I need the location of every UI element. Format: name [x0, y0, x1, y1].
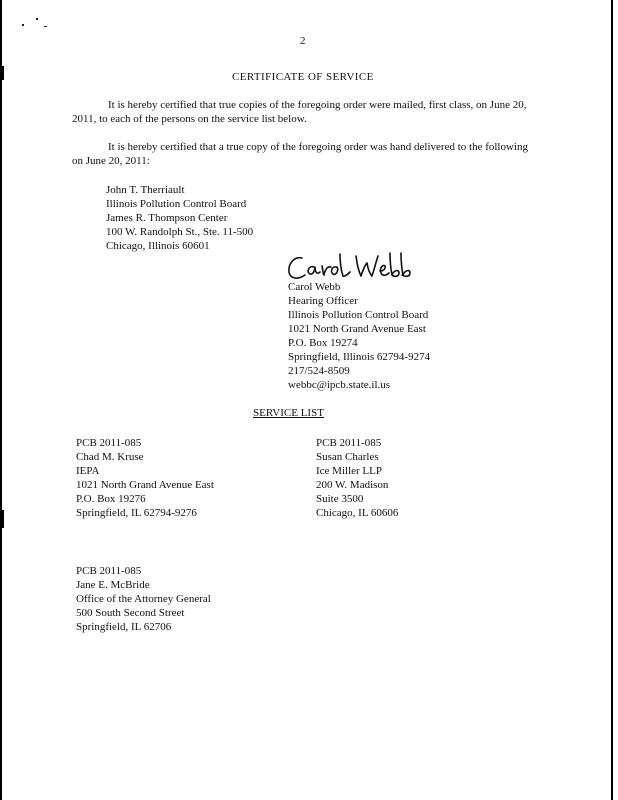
case-number: PCB 2011-085: [76, 565, 142, 577]
recipient-name: Jane E. McBride: [76, 579, 150, 591]
signer-email: webbc@ipcb.state.il.us: [288, 379, 391, 391]
signer-city: Springfield, Illinois 62794-9274: [288, 351, 431, 363]
recipient-name: Chad M. Kruse: [76, 451, 144, 463]
recipient-suite: Suite 3500: [316, 493, 364, 505]
recipient-street: 1021 North Grand Avenue East: [76, 479, 214, 491]
service-list-entry: [76, 436, 214, 520]
scan-speck: [44, 26, 47, 27]
recipient-street: 200 W. Madison: [316, 479, 389, 491]
scan-border-left: [0, 0, 2, 800]
recipient-po-box: P.O. Box 19276: [76, 493, 146, 505]
hand-delivery-certification-paragraph: It is hereby certified that a true copy of the foregoing order was hand delivered to the following on June 20, 2011:: [72, 141, 528, 167]
recipient-organization: Ice Miller LLP: [316, 465, 382, 477]
hand-delivery-address: [106, 183, 253, 253]
signer-organization: Illinois Pollution Control Board: [288, 309, 429, 321]
address-line: Chicago, Illinois 60601: [106, 240, 210, 252]
address-line: 100 W. Randolph St., Ste. 11-500: [106, 226, 254, 238]
service-list-entry: [316, 436, 398, 520]
signer-phone: 217/524-8509: [288, 365, 350, 377]
case-number: PCB 2011-085: [316, 437, 382, 449]
handwritten-signature: [284, 250, 414, 284]
signer-title: Hearing Officer: [288, 295, 358, 307]
service-list-title: SERVICE LIST: [253, 407, 324, 419]
signer-block: [288, 280, 430, 392]
scan-border-mark: [0, 510, 4, 528]
scan-speck: [22, 24, 24, 26]
scan-speck: [36, 18, 38, 20]
recipient-name: Susan Charles: [316, 451, 379, 463]
scan-border-right: [611, 0, 613, 800]
recipient-organization: Office of the Attorney General: [76, 593, 211, 605]
address-line: John T. Therriault: [106, 184, 185, 196]
signer-name: Carol Webb: [288, 281, 341, 293]
address-line: James R. Thompson Center: [106, 212, 228, 224]
mailing-certification-paragraph: It is hereby certified that true copies of the foregoing order were mailed, first class, on June 20, 2011, to each of the persons on the service list below.: [72, 99, 527, 125]
scan-border-mark: [0, 66, 4, 80]
address-line: Illinois Pollution Control Board: [106, 198, 247, 210]
recipient-city: Springfield, IL 62706: [76, 621, 172, 633]
signer-street: 1021 North Grand Avenue East: [288, 323, 426, 335]
recipient-city: Springfield, IL 62794-9276: [76, 507, 197, 519]
page-number: 2: [300, 35, 306, 47]
certificate-title: CERTIFICATE OF SERVICE: [232, 71, 374, 83]
service-list-entry: [76, 564, 211, 634]
signer-po-box: P.O. Box 19274: [288, 337, 358, 349]
case-number: PCB 2011-085: [76, 437, 142, 449]
recipient-street: 500 South Second Street: [76, 607, 185, 619]
recipient-organization: IEPA: [76, 465, 100, 477]
recipient-city: Chicago, IL 60606: [316, 507, 399, 519]
